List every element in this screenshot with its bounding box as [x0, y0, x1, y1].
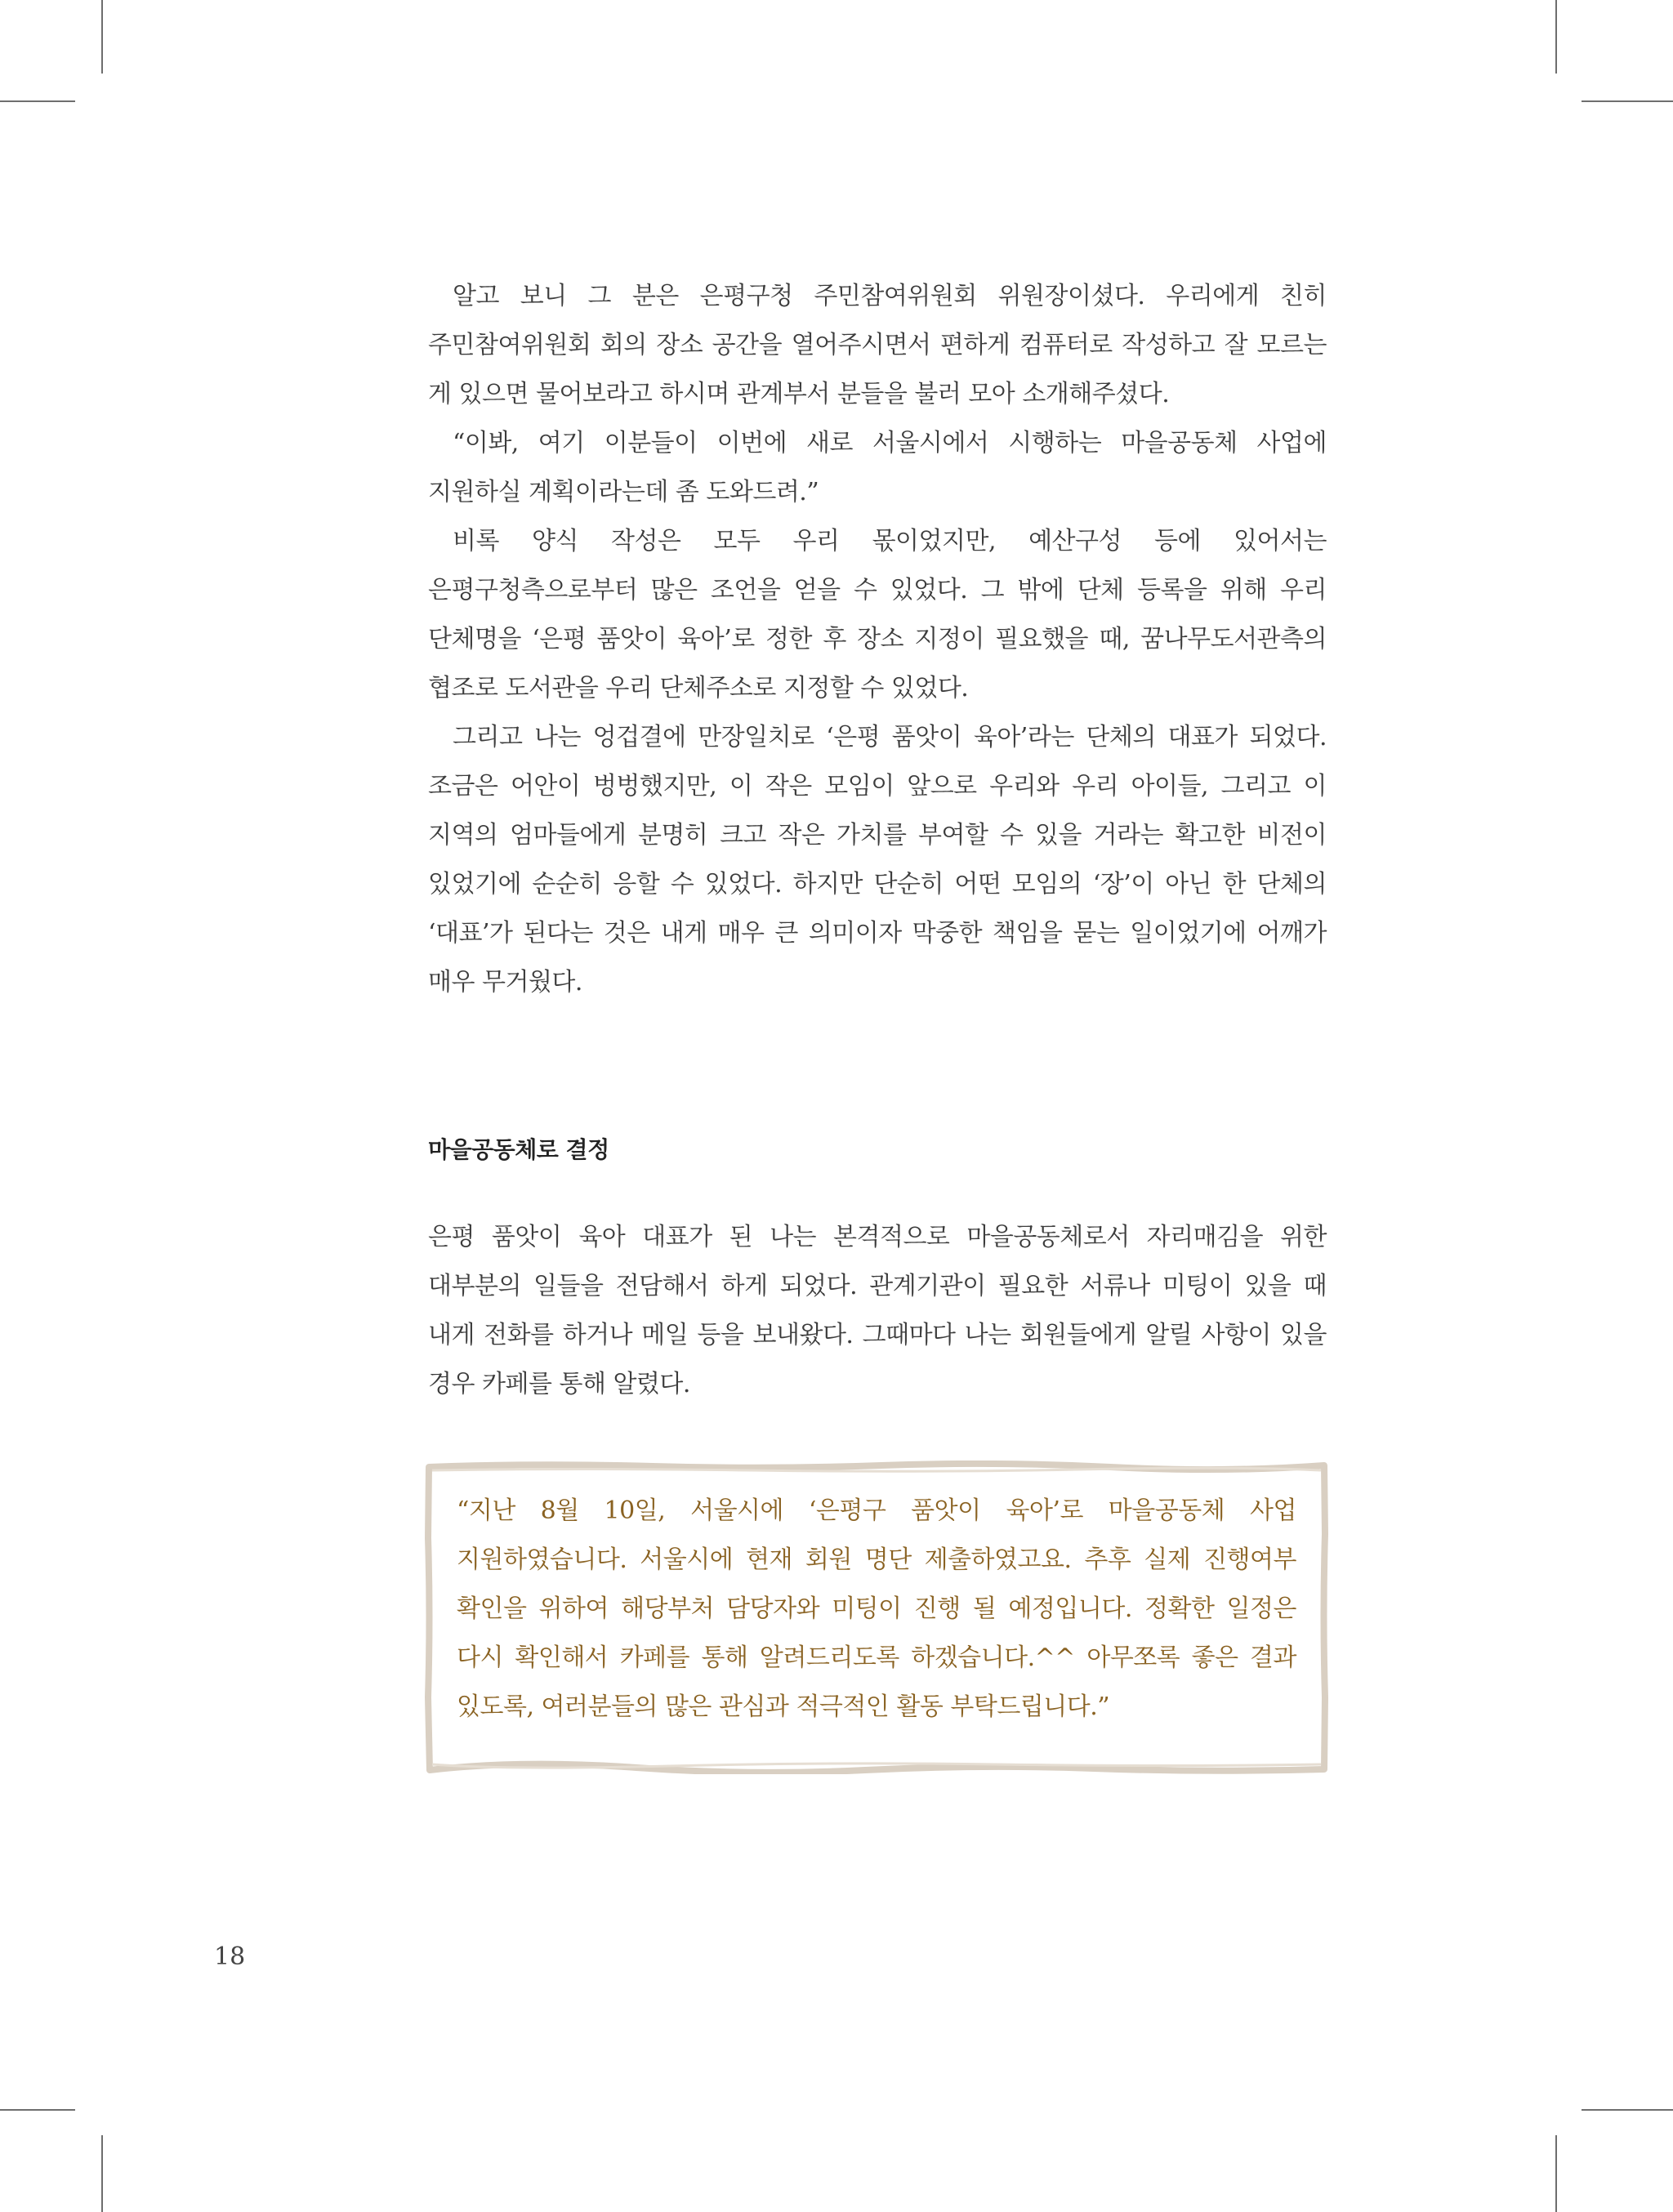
- crop-mark-top-left-horizontal: [0, 100, 75, 102]
- body-text: [428, 272, 1327, 1007]
- crop-mark-top-right-vertical: [1555, 0, 1557, 74]
- quote-text: “지난 8월 10일, 서울시에 ‘은평구 품앗이 육아’로 마을공동체 사업 지원하였습니다. 서울시에 현재 회원 명단 제출하였고요. 추후 실제 진행여부 확인을 위하여 해당부처 담당자와 미팅이 진행 될 예정입니다. 정확한 일정은 다시 확인해서 카페를 통해 알려드리도록 하겠습니다.^^ 아무쪼록 좋은 결과 있도록, 여러분들의 많은 관심과 적극적인 활동 부탁드립니다.”: [457, 1496, 1296, 1721]
- body-paragraph-3: 비록 양식 작성은 모두 우리 몫이었지만, 예산구성 등에 있어서는 은평구청측으로부터 많은 조언을 얻을 수 있었다. 그 밖에 단체 등록을 위해 우리 단체명을 ‘은평 품앗이 육아’로 정한 후 장소 지정이 필요했을 때, 꿈나무도서관측의 협조로 도서관을 우리 단체주소로 지정할 수 있었다.: [428, 527, 1327, 702]
- quote-box: [424, 1461, 1329, 1774]
- section-text: [428, 1213, 1327, 1409]
- section-heading: 마을공동체로 결정: [428, 1136, 609, 1163]
- crop-mark-bottom-left-vertical: [101, 2135, 103, 2212]
- body-paragraph-2: “이봐, 여기 이분들이 이번에 새로 서울시에서 시행하는 마을공동체 사업에 지원하실 계획이라는데 좀 도와드려.”: [428, 429, 1327, 506]
- crop-mark-top-left-vertical: [101, 0, 103, 74]
- section-paragraph: 은평 품앗이 육아 대표가 된 나는 본격적으로 마을공동체로서 자리매김을 위한 대부분의 일들을 전담해서 하게 되었다. 관계기관이 필요한 서류나 미팅이 있을 때 내게 전화를 하거나 메일 등을 보내왔다. 그때마다 나는 회원들에게 알릴 사항이 있을 경우 카페를 통해 알렸다.: [428, 1223, 1327, 1398]
- crop-mark-bottom-right-vertical: [1555, 2135, 1557, 2212]
- page-number: 18: [214, 1942, 246, 1971]
- crop-mark-bottom-right-horizontal: [1582, 2109, 1673, 2111]
- body-paragraph-1: 알고 보니 그 분은 은평구청 주민참여위원회 위원장이셨다. 우리에게 친히 주민참여위원회 회의 장소 공간을 열어주시면서 편하게 컴퓨터로 작성하고 잘 모르는 게 있으면 물어보라고 하시며 관계부서 분들을 불러 모아 소개해주셨다.: [428, 282, 1327, 408]
- body-paragraph-4: 그리고 나는 엉겁결에 만장일치로 ‘은평 품앗이 육아’라는 단체의 대표가 되었다. 조금은 어안이 벙벙했지만, 이 작은 모임이 앞으로 우리와 우리 아이들, 그리고 이 지역의 엄마들에게 분명히 크고 작은 가치를 부여할 수 있을 거라는 확고한 비전이 있었기에 순순히 응할 수 있었다. 하지만 단순히 어떤 모임의 ‘장’이 아닌 한 단체의 ‘대표’가 된다는 것은 내게 매우 큰 의미이자 막중한 책임을 묻는 일이었기에 어깨가 매우 무거웠다.: [428, 723, 1327, 997]
- crop-mark-bottom-left-horizontal: [0, 2109, 75, 2111]
- crop-mark-top-right-horizontal: [1582, 100, 1673, 102]
